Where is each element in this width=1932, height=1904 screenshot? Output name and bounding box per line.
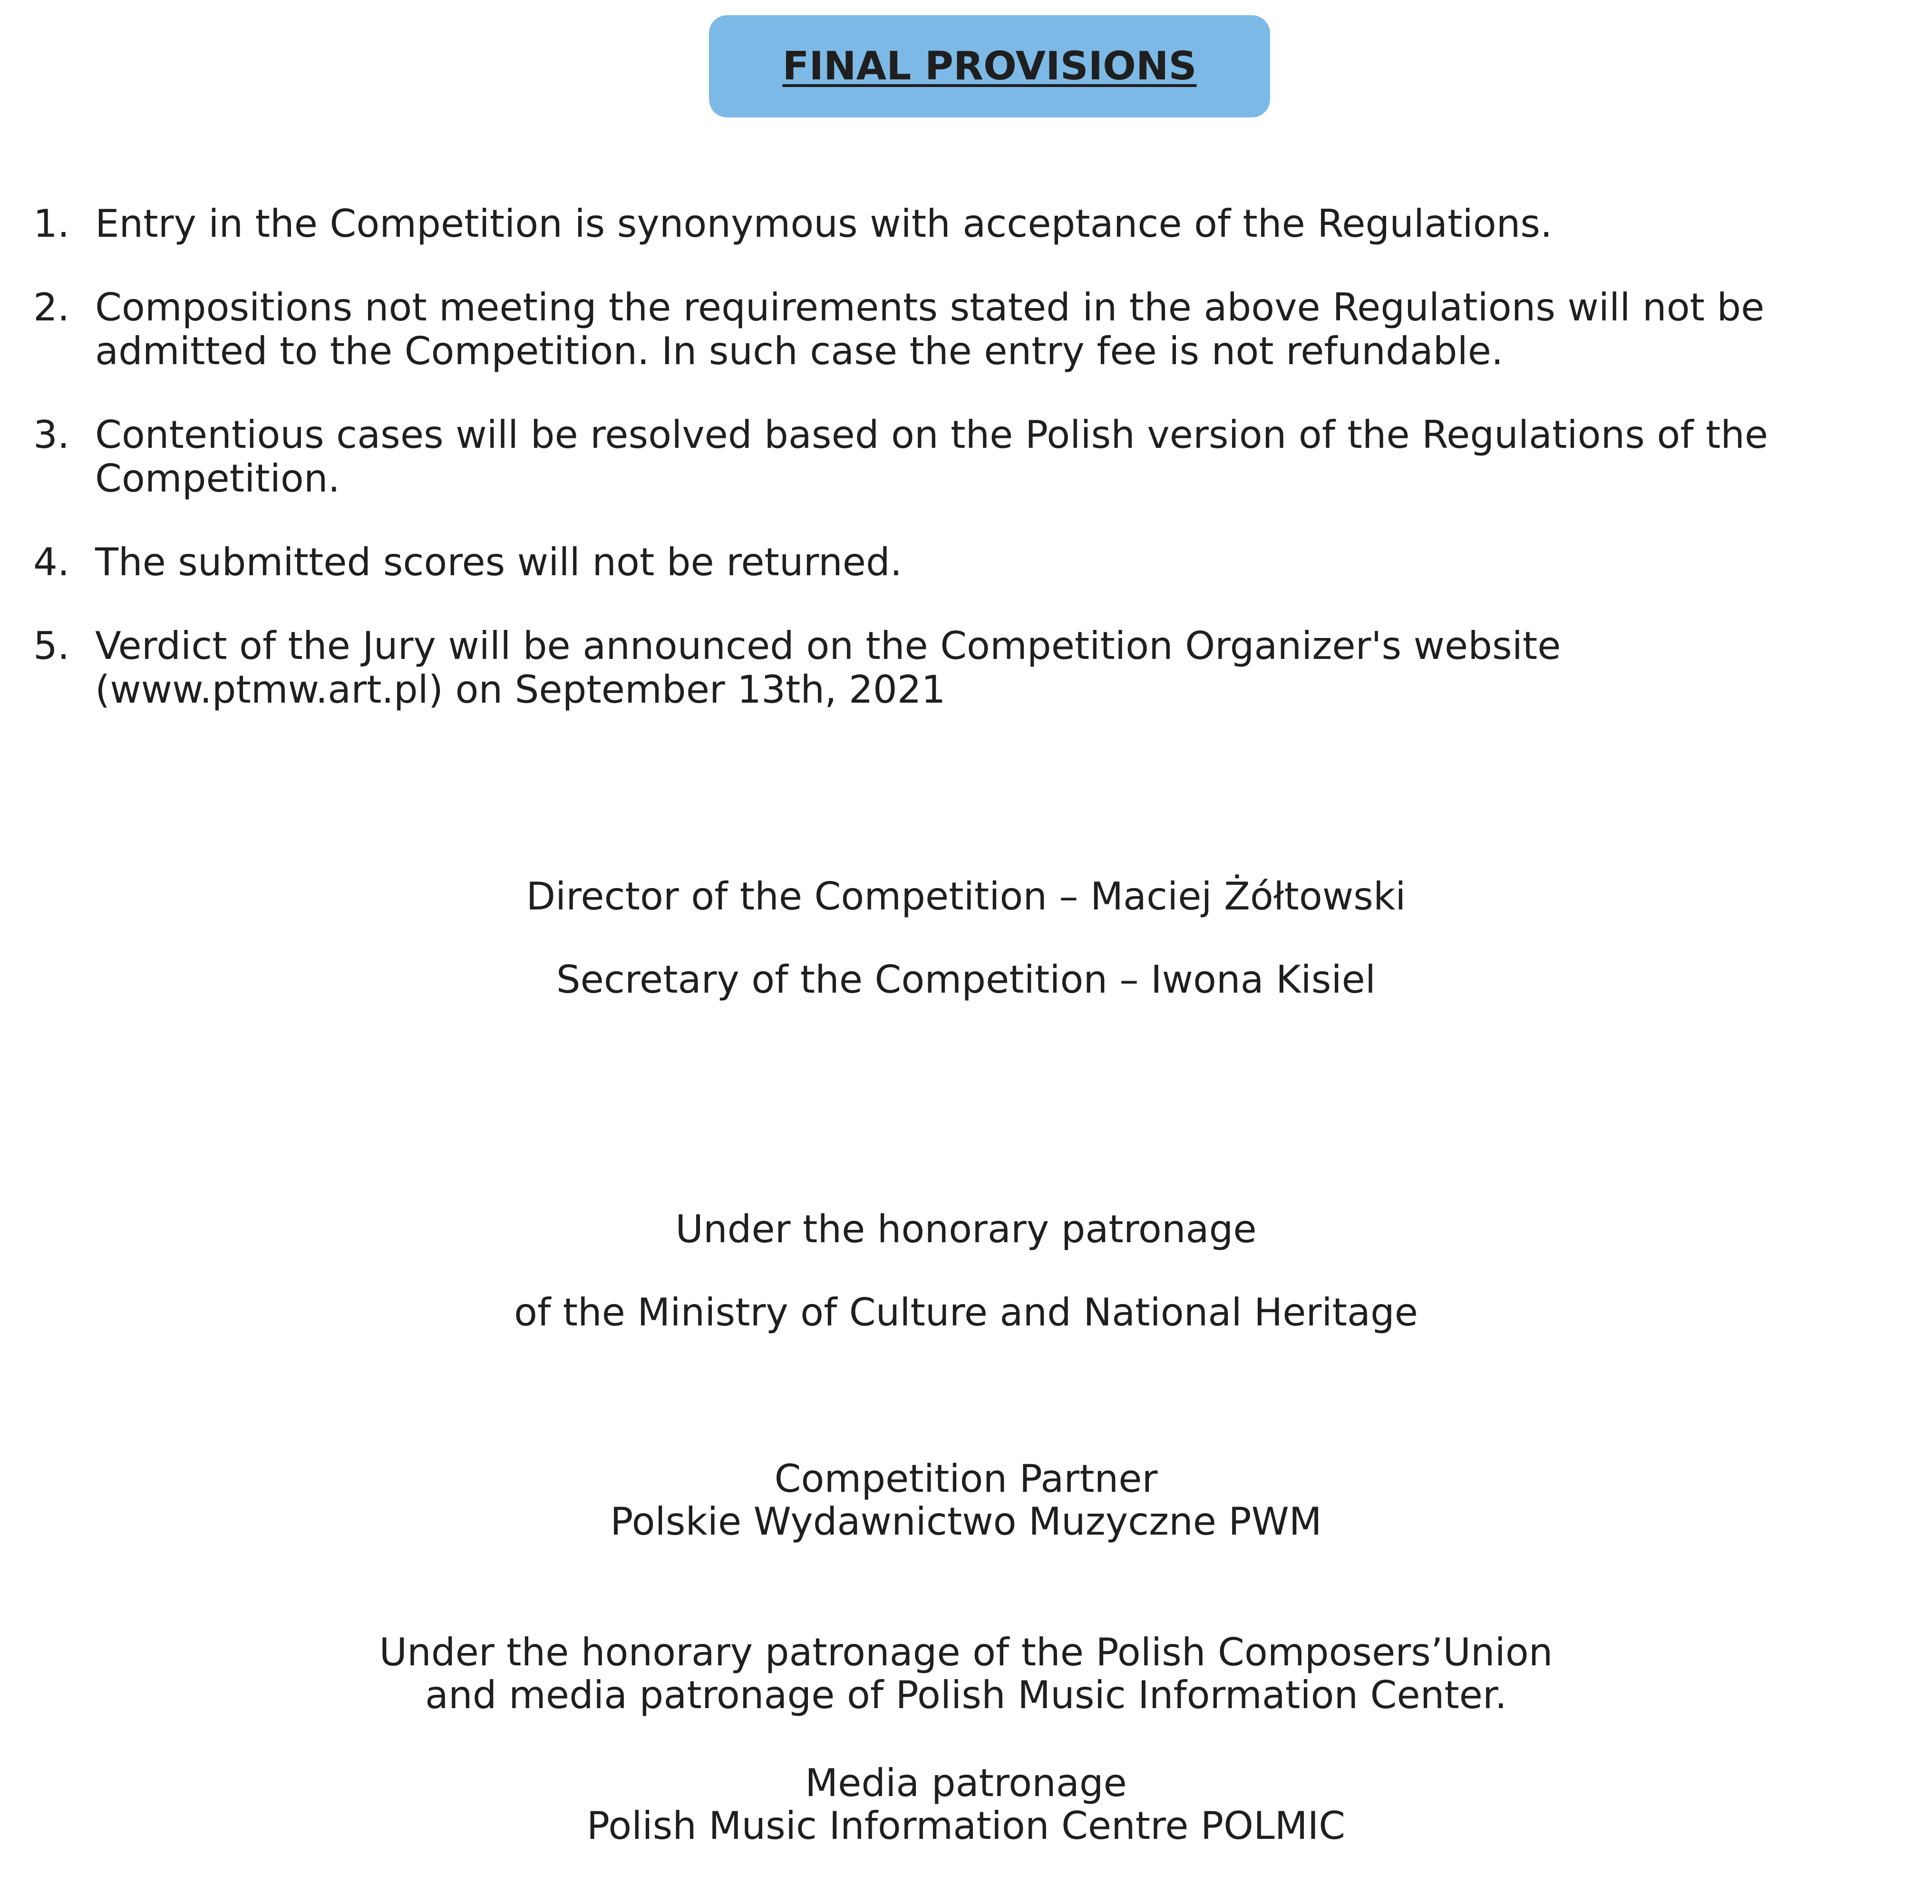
provision-number: 3.	[33, 413, 70, 457]
title-banner	[709, 15, 1270, 117]
media-label: Media patronage	[805, 1761, 1127, 1805]
provision-text: Entry in the Competition is synonymous with acceptance of the Regulations.	[95, 202, 1553, 246]
provision-number: 5.	[33, 624, 70, 668]
partner-name: Polskie Wydawnictwo Muzyczne PWM	[610, 1499, 1322, 1544]
patronage-line-2: of the Ministry of Culture and National Heritage	[514, 1290, 1418, 1334]
patronage-line-1: Under the honorary patronage	[675, 1207, 1257, 1251]
honorary-line-1: Under the honorary patronage of the Polish Composers’Union	[379, 1630, 1553, 1674]
page-title: FINAL PROVISIONS	[782, 44, 1197, 89]
provision-item-1	[33, 202, 1888, 246]
provisions-list	[33, 202, 1888, 752]
provision-item-5	[33, 624, 1888, 712]
provision-item-2	[33, 286, 1888, 373]
partner-label: Competition Partner	[774, 1457, 1158, 1501]
media-name: Polish Music Information Centre POLMIC	[586, 1804, 1346, 1848]
provision-number: 1.	[33, 202, 70, 246]
provision-text: Verdict of the Jury will be announced on the Competition Organizer's website (www.ptmw.art.pl) on September 13th, 2021	[95, 624, 1561, 712]
provision-number: 2.	[33, 285, 70, 329]
secretary-line: Secretary of the Competition – Iwona Kisiel	[556, 957, 1376, 1002]
provision-text: The submitted scores will not be returned.	[95, 540, 903, 584]
honorary-line-2: and media patronage of Polish Music Information Center.	[425, 1673, 1507, 1717]
provision-text: Compositions not meeting the requirements stated in the above Regulations will not be admitted to the Competition. In such case the entry fee is not refundable.	[95, 285, 1765, 373]
provision-item-4	[33, 541, 1888, 584]
provision-text: Contentious cases will be resolved based on the Polish version of the Regulations of the Competition.	[95, 413, 1768, 501]
director-line: Director of the Competition – Maciej Żółtowski	[526, 874, 1406, 918]
provision-item-3	[33, 413, 1888, 501]
provision-number: 4.	[33, 540, 70, 584]
